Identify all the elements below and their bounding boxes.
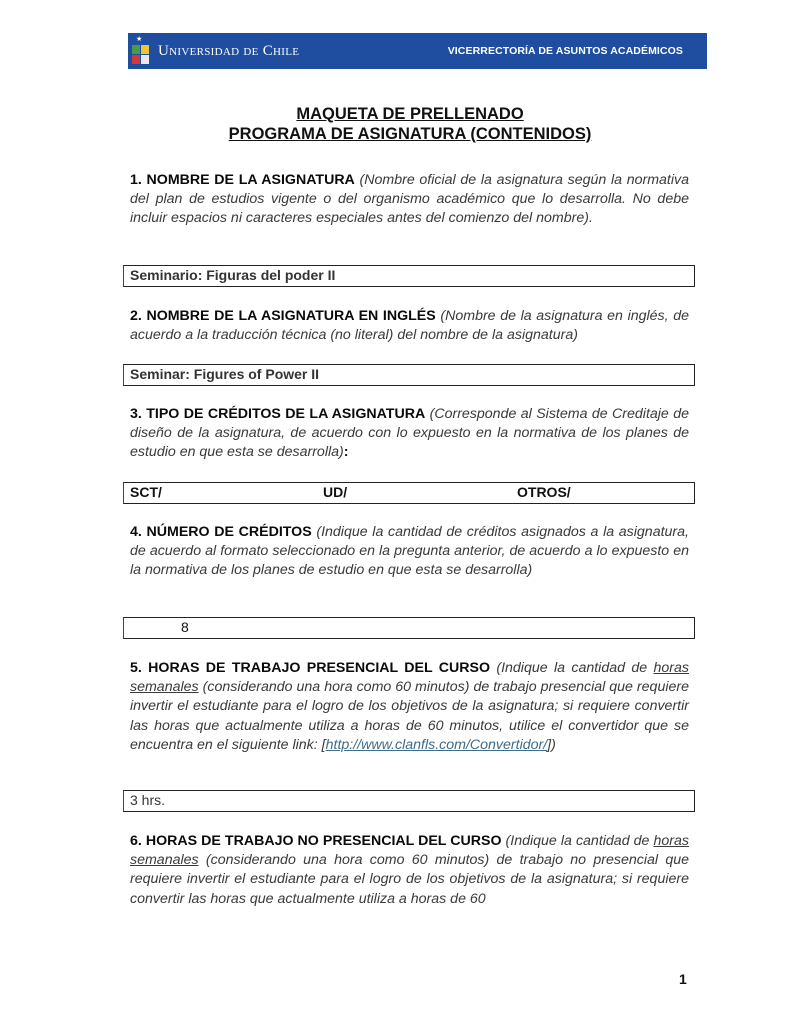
weekly-hours-emphasis: horas semanales (130, 660, 689, 696)
section-instructions-a: (Corresponde al (429, 406, 532, 422)
credit-type-field[interactable] (123, 482, 695, 504)
university-crest-icon: ★ (132, 36, 150, 66)
section-heading: 6. HORAS DE TRABAJO NO PRESENCIAL DEL CURSO (130, 833, 502, 849)
header-banner (128, 33, 707, 69)
credit-option-otros[interactable]: OTROS/ (517, 484, 571, 500)
section-instructions-a: (Indique la cantidad de (496, 660, 654, 676)
course-name-english-field[interactable]: Seminar: Figures of Power II (123, 364, 695, 386)
section-instructions-c: ]) (547, 736, 556, 753)
section-heading: 3. TIPO DE CRÉDITOS DE LA ASIGNATURA (130, 406, 426, 422)
credit-count-field[interactable]: 8 (123, 617, 695, 639)
course-name-field[interactable]: Seminario: Figuras del poder II (123, 265, 695, 287)
converter-link[interactable]: http://www.clanfls.com/Convertidor/ (325, 736, 548, 753)
section-non-contact-hours (130, 832, 689, 909)
section-instructions: (Nombre de la asignatura en inglés, de acuerdo a la traducción técnica (no literal) del nombre de la asignatura) (130, 308, 689, 344)
section-instructions-a: (Indique la cantidad de (505, 833, 654, 849)
credit-option-ud[interactable]: UD/ (323, 484, 348, 500)
university-name: Universidad de Chile (158, 42, 300, 59)
document-title-line-1: MAQUETA DE PRELLENADO (296, 105, 524, 123)
section-course-name-english (130, 307, 689, 345)
section-instructions-b: (considerando una hora como 60 minutos) de trabajo presencial que requiere invertir el estudiante para el logro de los objetivos de la asignatura; si requiere convertir las horas que actualmente utiliza a horas de 60 minutos, utilice el convertidor que se encuentra en el siguiente link: [ (130, 679, 689, 753)
section-course-name (130, 171, 689, 229)
section-heading: 1. NOMBRE DE LA ASIGNATURA (130, 172, 355, 188)
contact-hours-field[interactable]: 3 hrs. (123, 790, 695, 812)
weekly-hours-emphasis: horas semanales (130, 833, 689, 869)
section-heading: 4. NÚMERO DE CRÉDITOS (130, 524, 312, 540)
document-title-line-2: PROGRAMA DE ASIGNATURA (CONTENIDOS) (228, 125, 592, 143)
section-heading: 5. HORAS DE TRABAJO PRESENCIAL DEL CURSO (130, 660, 490, 676)
section-instructions-b: Sistema de Creditaje de diseño de la asignatura, de acuerdo con lo expuesto en la normativa de los planes de estudio en que esta se desarrolla) (130, 406, 690, 461)
page-number: 1 (679, 971, 687, 987)
section-instructions-b: (considerando una hora como 60 minutos) de trabajo no presencial que requiere invertir el estudiante para el logro de los objetivos de la asignatura; si requiere convertir las horas que actualmente utiliza a horas de 60 (130, 852, 689, 907)
section-instructions: (Nombre oficial de la asignatura según la normativa del plan de estudios vigente o del organismo académico que lo desarrolla. No debe incluir espacios ni caracteres especiales antes del comienzo del nombre). (130, 172, 689, 227)
section-contact-hours (130, 659, 689, 755)
department-name: VICERRECTORÍA DE ASUNTOS ACADÉMICOS (447, 45, 683, 57)
section-instructions: (Indique la cantidad de créditos asignados a la asignatura, de acuerdo al formato seleccionado en la pregunta anterior, de acuerdo a lo expuesto en la normativa de los planes de estudio en que esta se desarrolla) (130, 524, 689, 579)
section-heading: 2. NOMBRE DE LA ASIGNATURA EN INGLÉS (130, 308, 436, 324)
section-credit-type (130, 405, 689, 463)
section-trailing-colon: : (343, 444, 349, 461)
section-credit-count (130, 523, 689, 581)
credit-option-sct[interactable]: SCT/ (130, 484, 162, 500)
